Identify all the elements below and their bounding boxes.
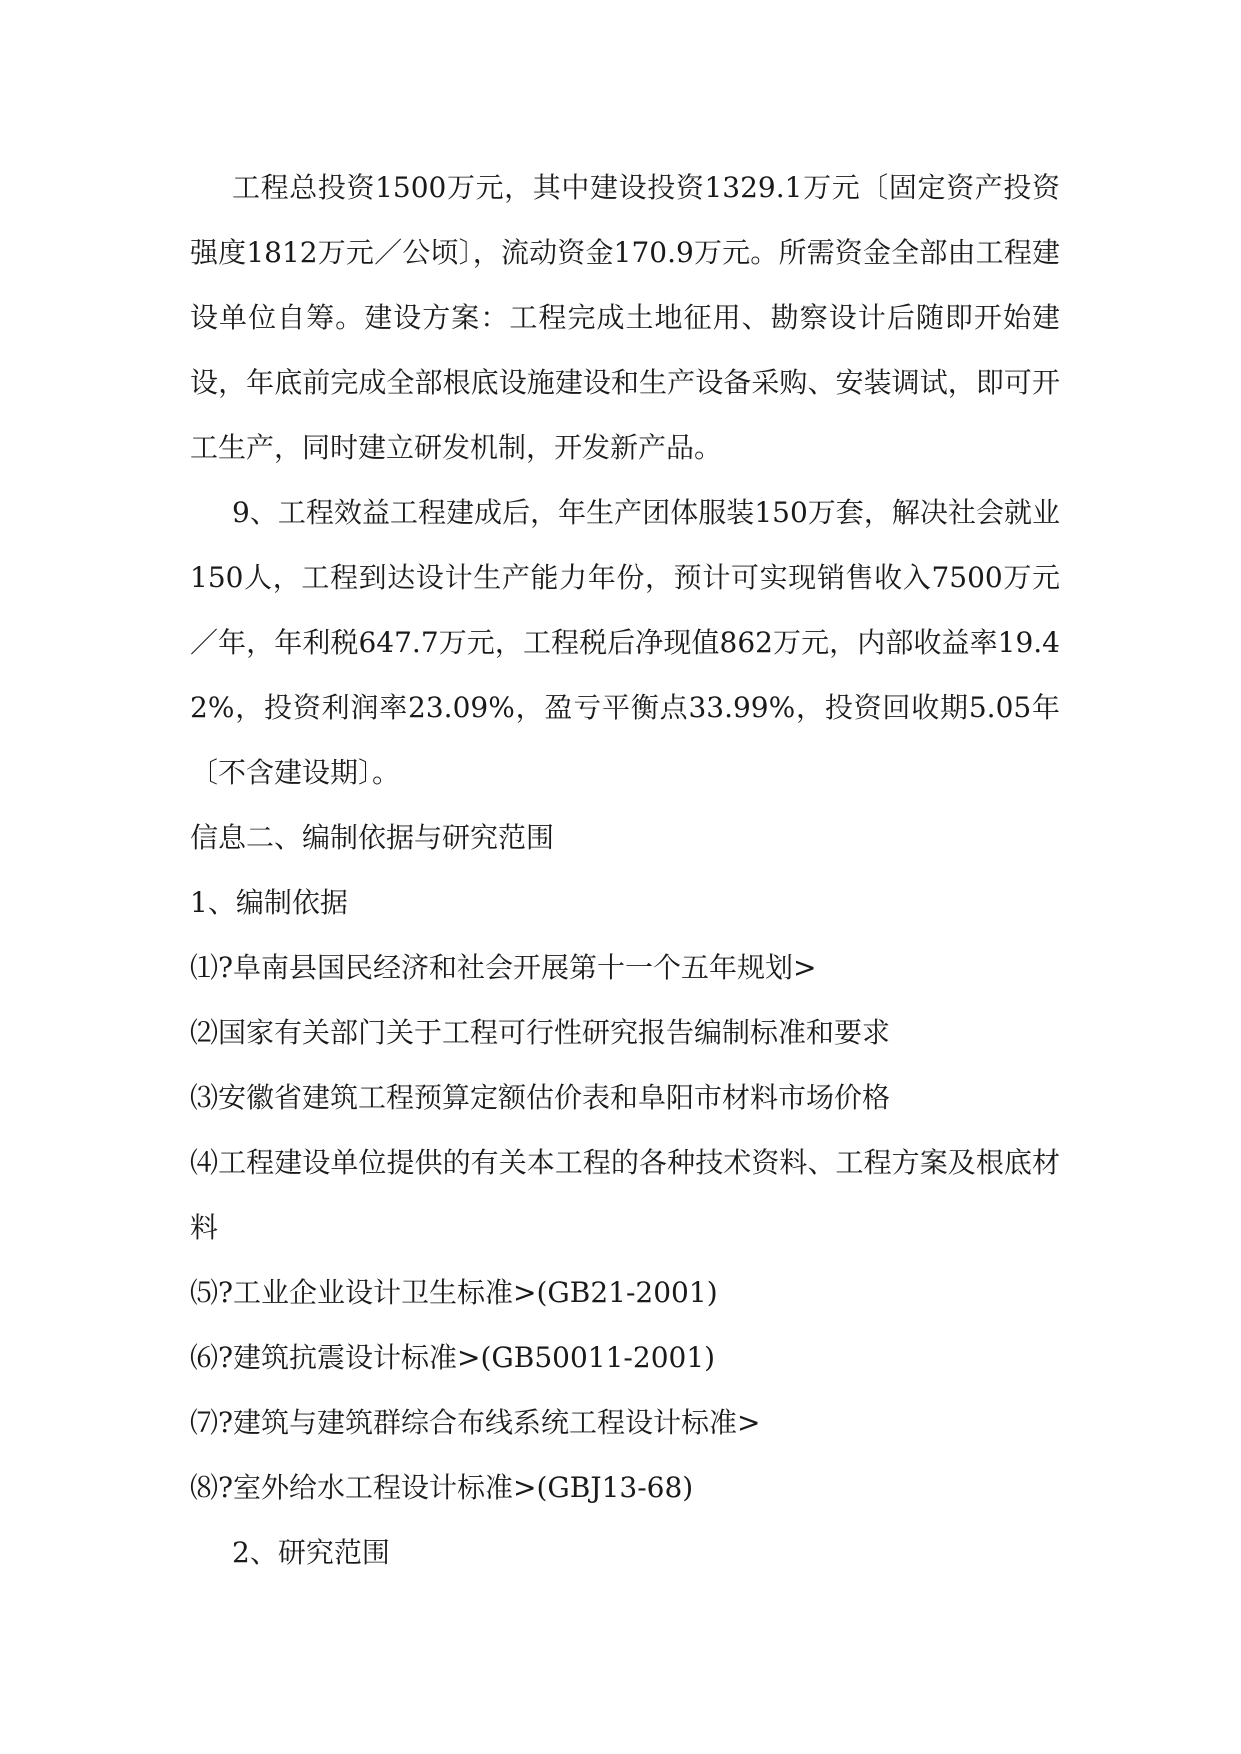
basis-item-4: ⑷工程建设单位提供的有关本工程的各种技术资料、工程方案及根底材料 [190,1146,1060,1244]
basis-item-3: ⑶安徽省建筑工程预算定额估价表和阜阳市材料市场价格 [190,1081,891,1114]
basis-item-6: ⑹?建筑抗震设计标准>(GB50011-2001) [190,1341,716,1374]
document-body [190,155,1060,1585]
basis-item-1: ⑴?阜南县国民经济和社会开展第十一个五年规划> [190,951,817,984]
paragraph-investment: 工程总投资1500万元，其中建设投资1329.1万元〔固定资产投资强度1812万元／公顷〕，流动资金170.9万元。所需资金全部由工程建设单位自筹。建设方案：工程完成土地征用、勘察设计后随即开始建设，年底前完成全部根底设施建设和生产设备采购、安装调试，即可开工生产，同时建立研发机制，开发新产品。 [190,171,1060,464]
subsection-heading-basis: 1、编制依据 [190,886,348,919]
subsection-heading-scope: 2、研究范围 [232,1536,390,1569]
paragraph-benefit: 9、工程效益工程建成后，年生产团体服装150万套，解决社会就业150人，工程到达设计生产能力年份，预计可实现销售收入7500万元／年，年利税647.7万元，工程税后净现值862万元，内部收益率19.42%，投资利润率23.09%，盈亏平衡点33.99%，投资回收期5.05年〔不含建设期〕。 [190,496,1060,789]
basis-item-7: ⑺?建筑与建筑群综合布线系统工程设计标准> [190,1406,761,1439]
basis-item-2: ⑵国家有关部门关于工程可行性研究报告编制标准和要求 [190,1016,891,1049]
basis-item-8: ⑻?室外给水工程设计标准>(GBJ13-68) [190,1471,694,1504]
section-heading: 信息二、编制依据与研究范围 [190,821,555,854]
basis-item-5: ⑸?工业企业设计卫生标准>(GB21-2001) [190,1276,718,1309]
